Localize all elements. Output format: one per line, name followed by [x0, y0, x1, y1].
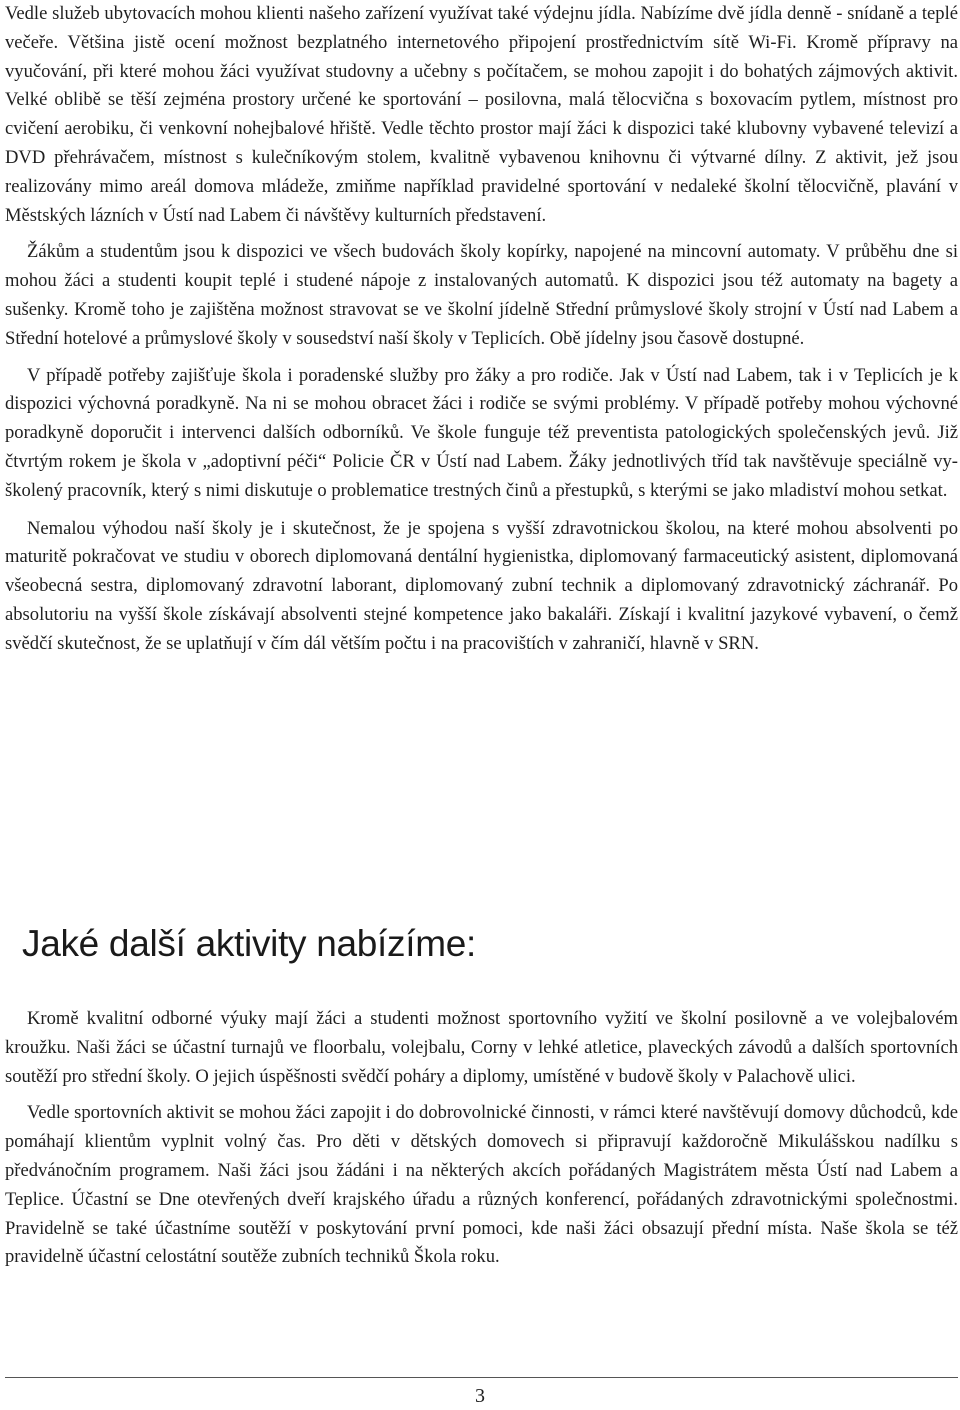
paragraph-volunteer-activities: Vedle sportovních aktivit se mohou žáci zapojit i do dobrovolnické činnosti, v rámci které navštěvují domovy důchodců, kde pomáhají klientům vyplnit volný čas. Pro děti v dětských domovech si připravují každoročně Mikulášskou nadílku s předvánočním programem. Naši žáci jsou žádáni i na některých akcích pořádaných Magistrátem města Ústí nad Labem a Teplice. Účastní se Dne otevřených dveří krajského úřadu a různých konferencí, pořádaných zdravotnickými společnostmi. Pravidelně se také účastníme soutěží v poskytování první pomoci, kde naši žáci obsazují přední místa. Naše škola se též pravidelně účastní celostátní soutěže zubních techniků Škola roku.	[5, 1102, 958, 1268]
page-number: 3	[475, 1385, 485, 1407]
section-heading: Jaké další aktivity nabízíme:	[22, 923, 476, 964]
paragraph-counseling-services: V případě potřeby zajišťuje škola i poradenské služby pro žáky a pro rodiče. Jak v Ústí nad Labem, tak i v Teplicích je k dispozici výchovná poradkyně. Na ni se mohou obracet žáci i rodiče se svými problémy. V případě potřeby mohou výchovné poradkyně doporučit i intervenci dalších odborníků. Ve škole funguje též preventista patologických společenských jevů. Již čtvrtým rokem je škola v „adoptivní péči“ Policie ČR v Ústí nad Labem. Žáky jednotlivých tříd tak navštěvuje speciálně vyškolený pracovník, který s nimi diskutuje o problematice trestných činů a přestupků, s kterými se jako mladiství mohou setkat.	[5, 364, 958, 501]
footer-divider	[5, 1377, 958, 1378]
paragraph-higher-school: Nemalou výhodou naší školy je i skutečnost, že je spojena s vyšší zdravotnickou školou, na které mohou absolventi po maturitě pokračovat ve studiu v oborech diplomovaná dentální hygienistka, diplomovaný farmaceutický asistent, diplomovaná všeobecná sestra, diplomovaný zdravotní laborant, diplomovaný zubní technik a diplomovaný zdravotnický záchranář. Po absolutoriu na vyšší škole získávají absolventi stejné kompetence jako bakaláři. Získají i kvalitní jazykové vybavení, o čemž svědčí skutečnost, že se uplatňují v čím dál větším počtu i na pracovištích v zahraničí, hlavně v SRN.	[5, 517, 958, 654]
paragraph-accommodation-services: Vedle služeb ubytovacích mohou klienti našeho zařízení využívat také výdejnu jídla. Nabízíme dvě jídla denně - snídaně a teplé večeře. Většina jistě ocení možnost bezplatného internetového připojení prostřednictvím sítě Wi-Fi. Kromě přípravy na vyučování, při které mohou žáci využívat studovny a učebny s počítačem, se mohou zapojit i do bohatých zájmových aktivit. Velké oblibě se těší zejména prostory určené ke sportování – posilovna, malá tělocvična s boxovacím pytlem, místnost pro cvičení aerobiku, či venkovní nohejbalové hřiště. Vedle těchto prostor mají žáci k dispozici také klubovny vybavené televizí a DVD přehrávačem, místnost s kulečníkovým stolem, kvalitně vybavenou knihovnu či výtvarné dílny. Z aktivit, jež jsou realizovány mimo areál domova mládeže, zmiňme například pravidelné sportování v nedaleké školní tělocvičně, plavání v Městských lázních v Ústí nad Labem či návštěvy kulturních představení.	[5, 3, 958, 226]
paragraph-sports-activities: Kromě kvalitní odborné výuky mají žáci a studenti možnost sportovního vyžití ve školní posilovně a ve volejbalovém kroužku. Naši žáci se účastní turnajů ve floorbalu, volejbalu, Corny v lehké atletice, plaveckých závodů a dalších sportovních soutěží pro střední školy. O jejich úspěšnosti svědčí poháry a diplomy, umístěné v budově školy v Palachově ulici.	[5, 1008, 958, 1087]
paragraph-copiers-and-canteens: Žákům a studentům jsou k dispozici ve všech budovách školy kopírky, napojené na mincovní automaty. V průběhu dne si mohou žáci a studenti koupit teplé i studené nápoje z instalovaných automatů. K dispozici jsou též automaty na bagety a sušenky. Kromě toho je zajištěna možnost stravovat se ve školní jídelně Střední průmyslové školy strojní v Ústí nad Labem a Střední hotelové a průmyslové školy v sousedství naší školy v Teplicích. Obě jídelny jsou časově dostupné.	[5, 241, 958, 349]
document-page	[5, 0, 958, 659]
activities-section	[5, 1005, 958, 1272]
